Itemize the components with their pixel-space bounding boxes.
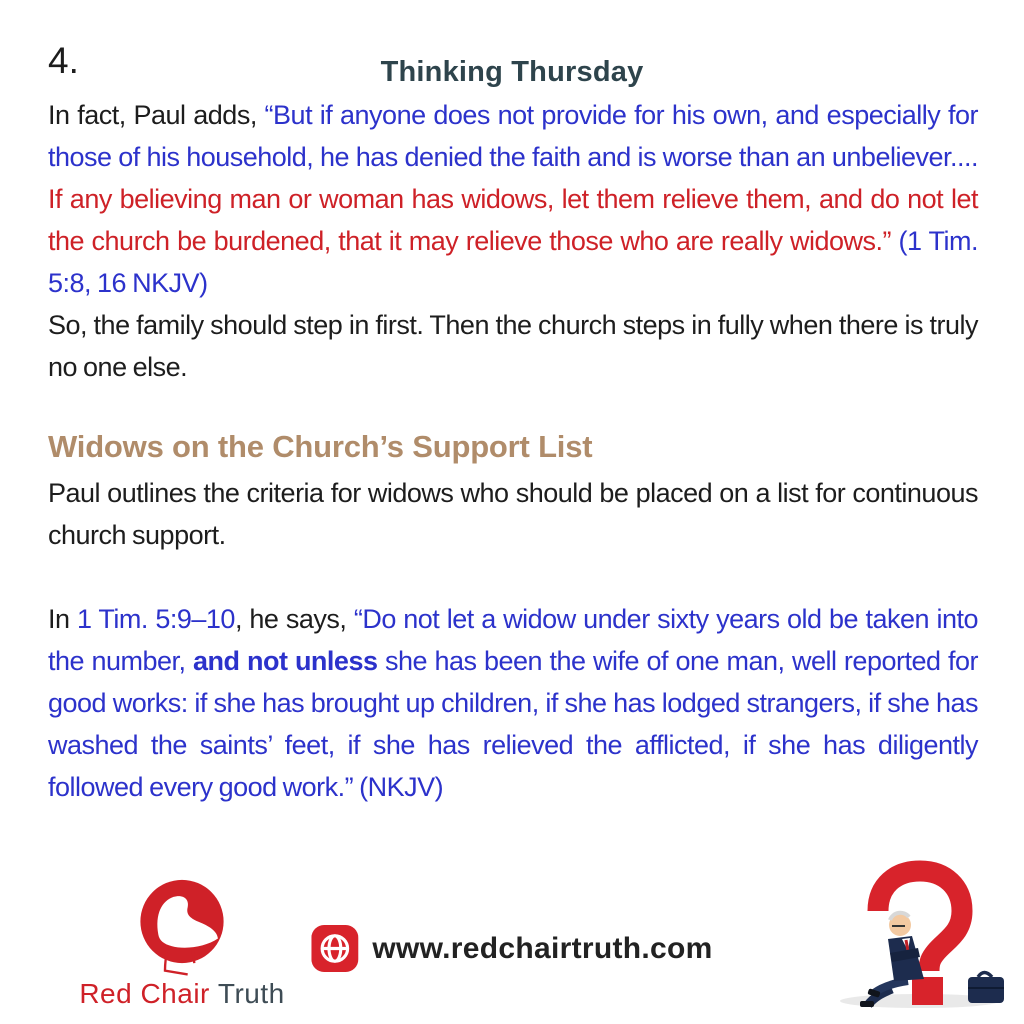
- brand-name: [64, 978, 300, 1010]
- question-mark-icon: [830, 859, 1010, 1011]
- paragraph-family-first: So, the family should step in first. Then the church steps in fully when there is truly no one else.: [48, 310, 978, 382]
- red-chair-logo-icon: [130, 876, 234, 984]
- page-title: Thinking Thursday: [380, 56, 644, 88]
- globe-icon: [311, 925, 358, 972]
- website-url: www.redchairtruth.com: [372, 931, 713, 965]
- page-number: 4.: [48, 40, 79, 81]
- section-heading: Widows on the Church’s Support List: [48, 429, 593, 464]
- question-mark-businessman-illustration: [830, 859, 1010, 1016]
- brand-logo: [64, 876, 300, 1010]
- paragraph-scripture-1tim5-9-10: In 1 Tim. 5:9–10, he says, “Do not let a widow under sixty years old be taken into the number, and not unless she has been the wife of one man, well reported for good works: if she has brought up children, if she has lodged strangers, if she has washed the saints’ feet, if she has relieved the afflicted, if she has diligently followed every good work.” (NKJV): [48, 604, 978, 802]
- website-row: [311, 925, 712, 972]
- paragraph-scripture-1tim5-8: In fact, Paul adds, “But if anyone does not provide for his own, and especially for those of his household, he has denied the faith and is worse than an unbeliever.... If any believing man or woman has widows, let them relieve them, and do not let the church be burdened, that it may relieve those who are really widows.” (1 Tim. 5:8, 16 NKJV): [48, 100, 978, 298]
- header: [0, 0, 1024, 94]
- paragraph-criteria-intro: Paul outlines the criteria for widows who should be placed on a list for continuous church support.: [48, 478, 978, 550]
- body-text: [48, 94, 978, 808]
- brand-name-red-chair: Red Chair: [79, 978, 210, 1009]
- brand-name-truth: Truth: [217, 978, 285, 1009]
